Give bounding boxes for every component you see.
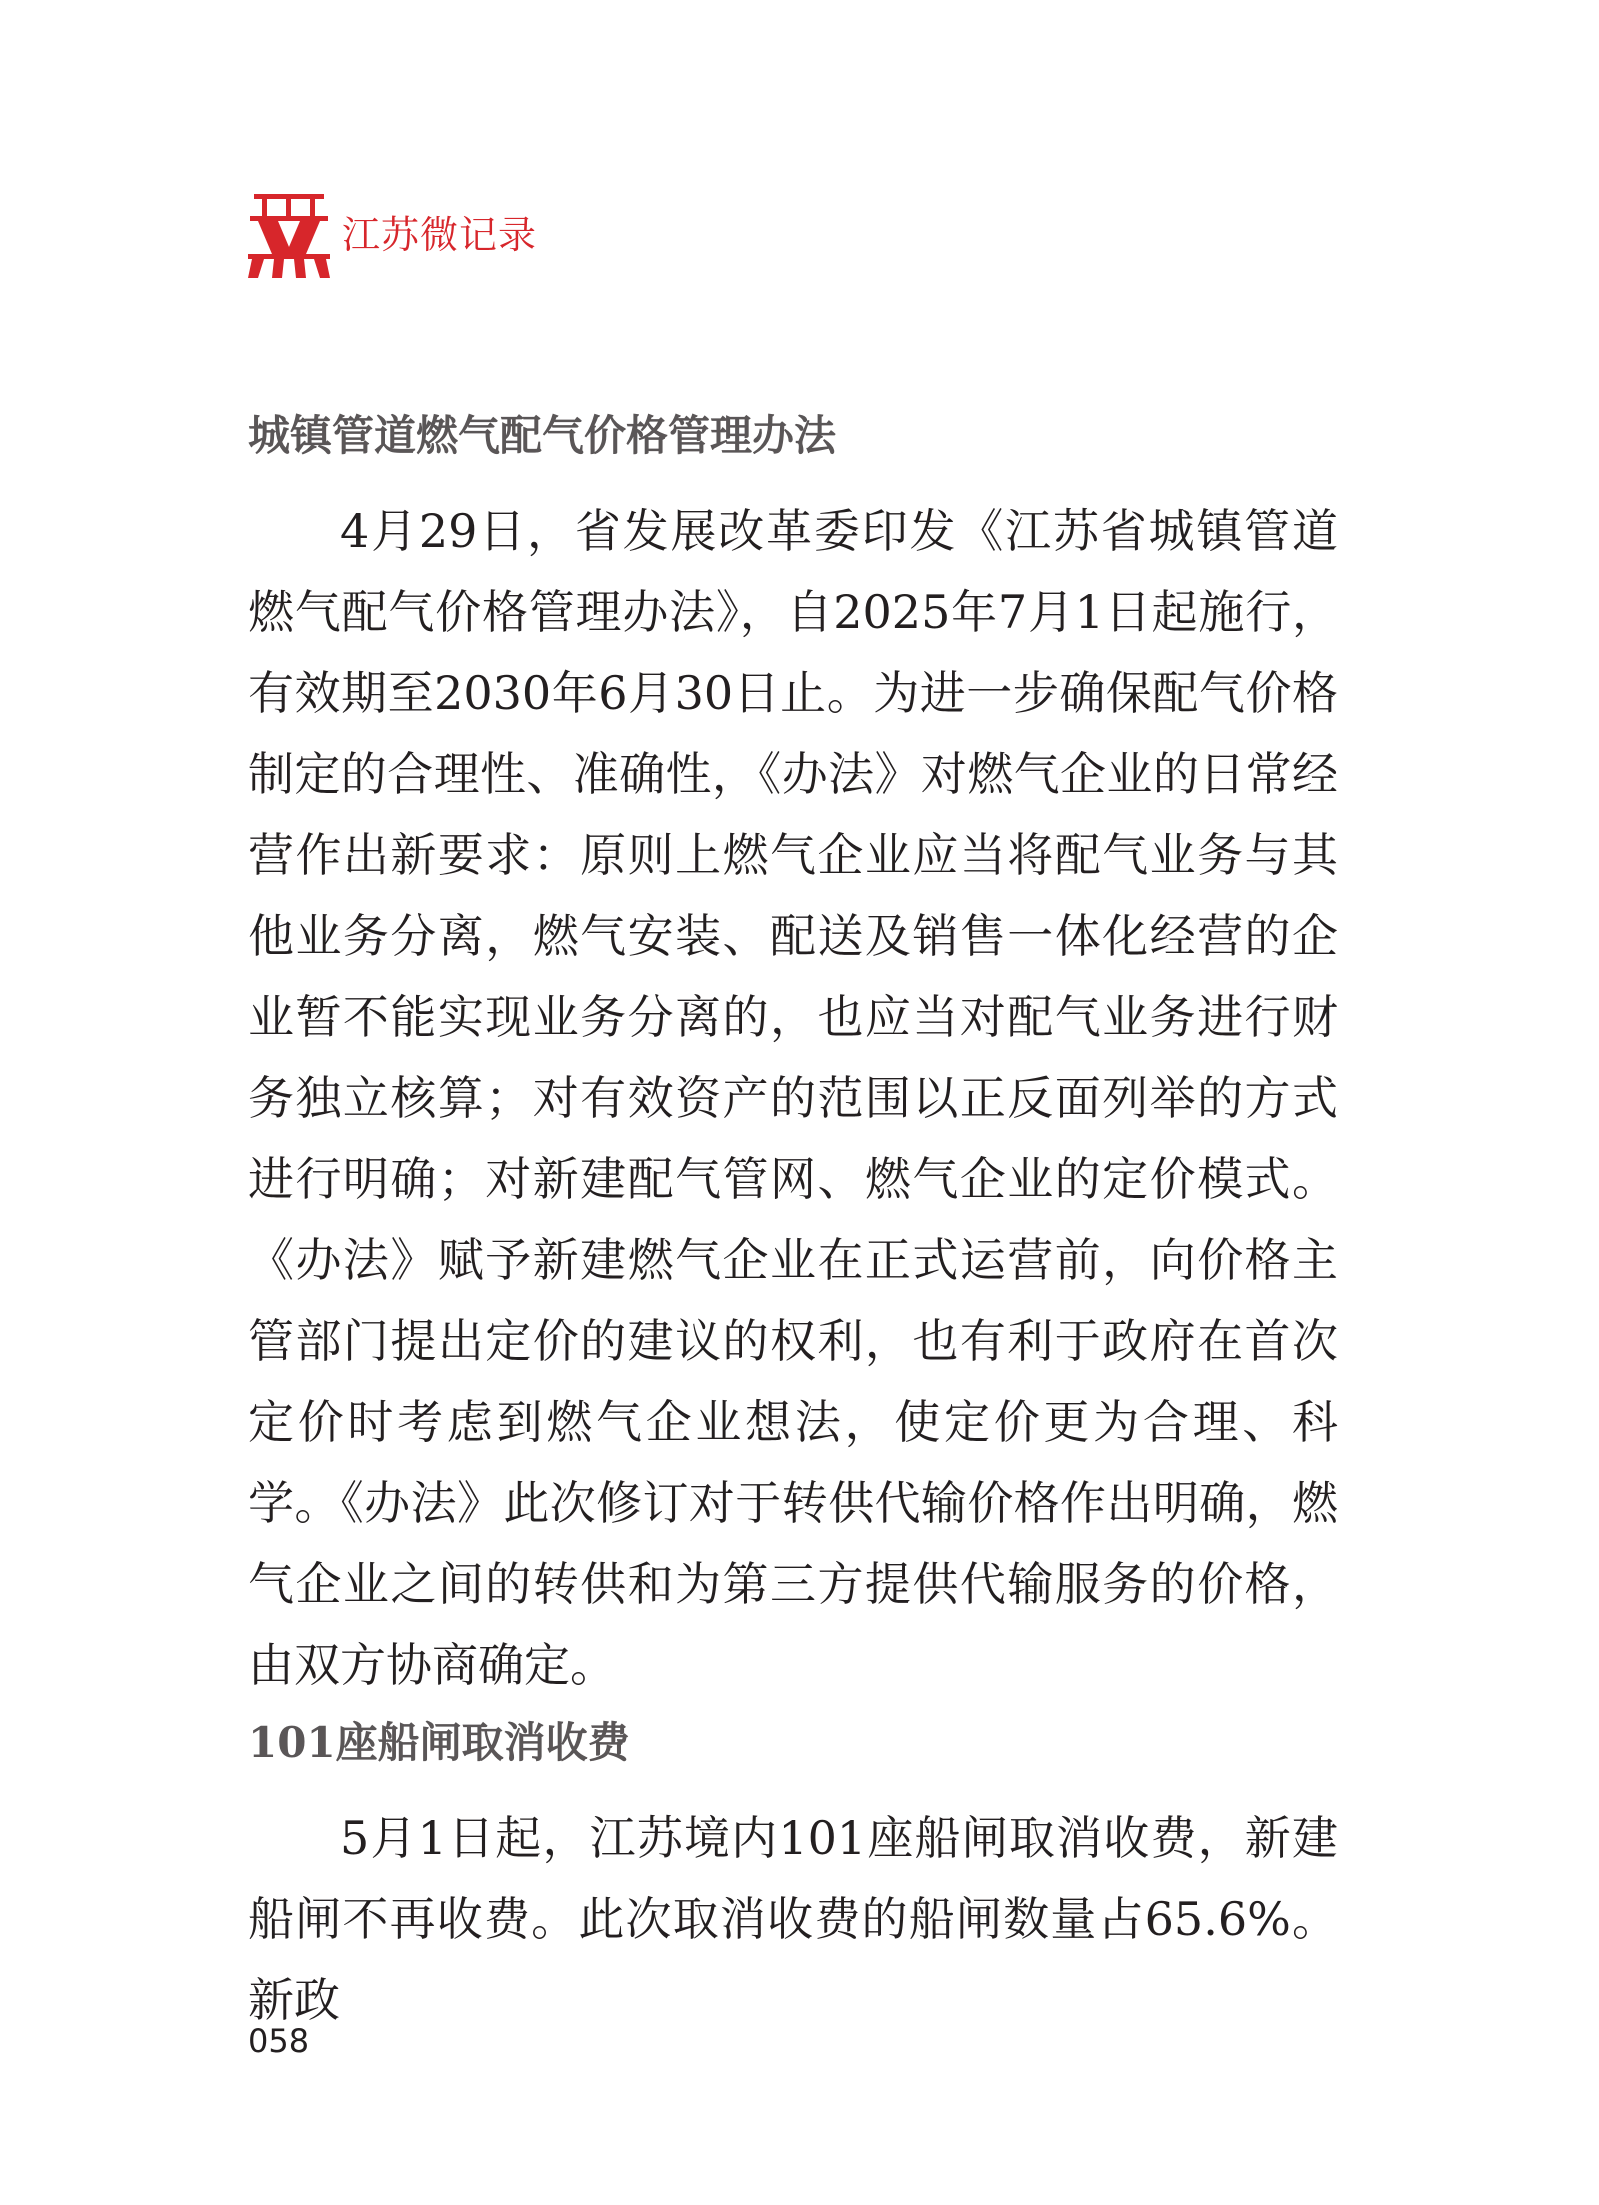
section-title: 城镇管道燃气配气价格管理办法 xyxy=(248,411,837,460)
brand-name: 江苏微记录 xyxy=(342,213,538,257)
article-section xyxy=(248,1718,1338,2041)
page-header xyxy=(248,190,537,280)
page-number: 058 xyxy=(248,2022,310,2060)
red-seal-logo-icon xyxy=(248,190,330,280)
article-section xyxy=(248,411,1338,1706)
section-body: 5月1日起，江苏境内101座船闸取消收费，新建船闸不再收费。此次取消收费的船闸数量占65.6%。新政 xyxy=(248,1811,1338,2027)
section-body: 4月29日，省发展改革委印发《江苏省城镇管道燃气配气价格管理办法》，自2025年7月1日起施行，有效期至2030年6月30日止。为进一步确保配气价格制定的合理性、准确性，《办法》对燃气企业的日常经营作出新要求：原则上燃气企业应当将配气业务与其他业务分离，燃气安装、配送及销售一体化经营的企业暂不能实现业务分离的，也应当对配气业务进行财务独立核算；对有效资产的范围以正反面列举的方式进行明确；对新建配气管网、燃气企业的定价模式。《办法》赋予新建燃气企业在正式运营前，向价格主管部门提出定价的建议的权利，也有利于政府在首次定价时考虑到燃气企业想法，使定价更为合理、科学。《办法》此次修订对于转供代输价格作出明确，燃气企业之间的转供和为第三方提供代输服务的价格，由双方协商确定。 xyxy=(248,504,1338,1692)
section-title: 101座船闸取消收费 xyxy=(248,1718,630,1767)
